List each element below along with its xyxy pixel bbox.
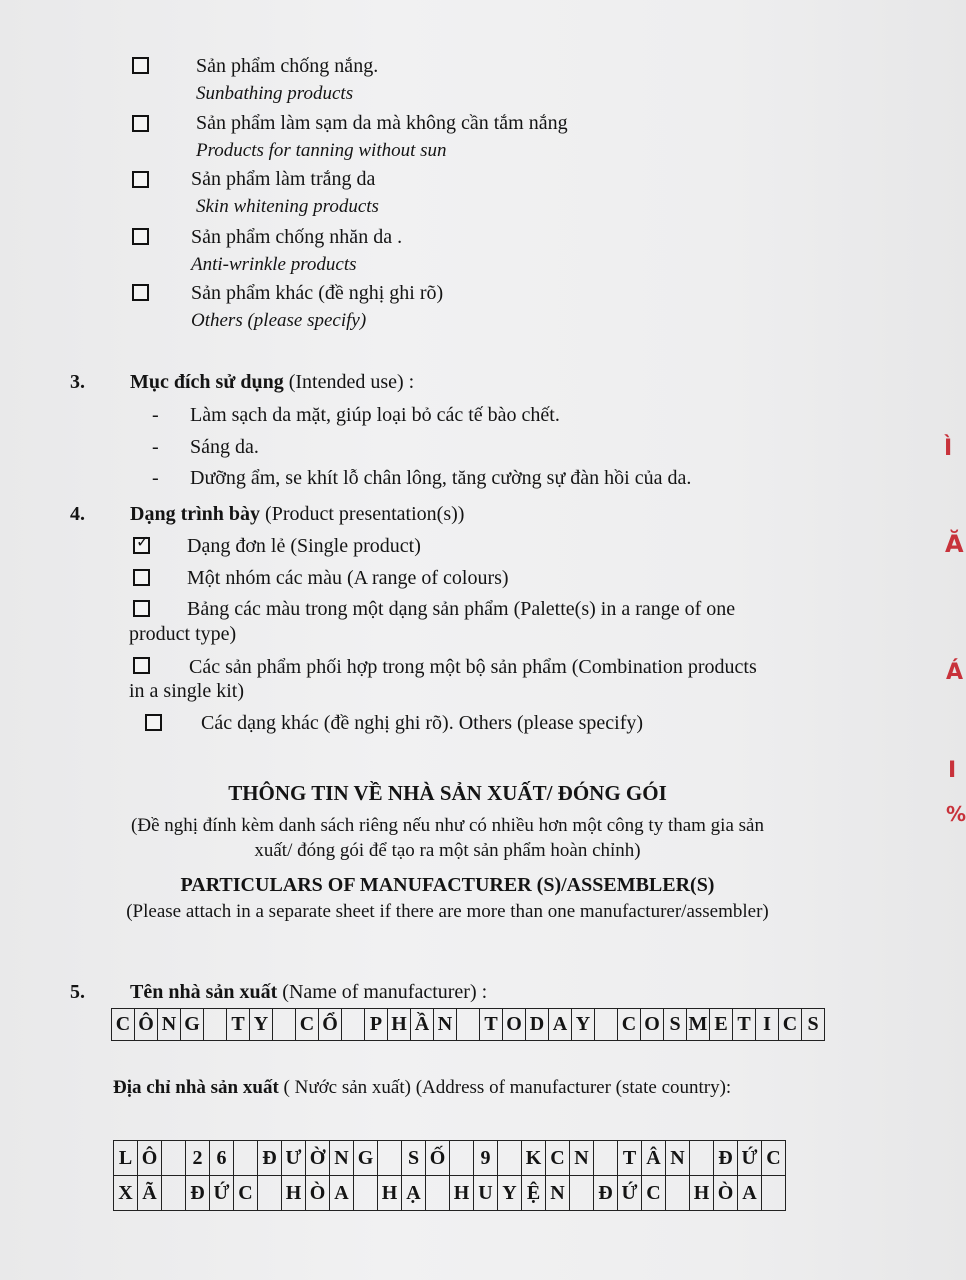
grid-cell[interactable]: Y xyxy=(498,1176,522,1211)
grid-cell[interactable]: O xyxy=(641,1009,664,1041)
checkbox-sunbathing[interactable] xyxy=(132,57,149,74)
manufacturer-note-en: (Please attach in a separate sheet if there are more than one manufacturer/assembler) xyxy=(126,901,769,922)
grid-cell[interactable]: Ò xyxy=(714,1176,738,1211)
grid-cell[interactable]: H xyxy=(282,1176,306,1211)
grid-cell[interactable] xyxy=(258,1176,282,1211)
grid-cell[interactable]: T xyxy=(227,1009,250,1041)
grid-cell[interactable]: I xyxy=(756,1009,779,1041)
grid-cell[interactable]: Ã xyxy=(138,1176,162,1211)
grid-cell[interactable] xyxy=(457,1009,480,1041)
grid-cell[interactable]: Ệ xyxy=(522,1176,546,1211)
grid-cell[interactable]: S xyxy=(402,1141,426,1176)
grid-cell[interactable]: G xyxy=(354,1141,378,1176)
heading-en: (Name of manufacturer) : xyxy=(277,981,488,1003)
grid-cell[interactable]: Ứ xyxy=(210,1176,234,1211)
product-type-en: Anti-wrinkle products xyxy=(191,254,357,275)
grid-cell[interactable]: C xyxy=(296,1009,319,1041)
grid-cell[interactable]: Y xyxy=(572,1009,595,1041)
section-number: 4. xyxy=(70,503,85,525)
grid-cell[interactable]: P xyxy=(365,1009,388,1041)
grid-cell[interactable] xyxy=(162,1176,186,1211)
grid-cell[interactable]: C xyxy=(642,1176,666,1211)
grid-cell[interactable] xyxy=(594,1141,618,1176)
grid-cell[interactable]: N xyxy=(330,1141,354,1176)
product-type-en: Others (please specify) xyxy=(191,310,367,331)
grid-cell[interactable]: N xyxy=(666,1141,690,1176)
grid-cell[interactable]: N xyxy=(434,1009,457,1041)
product-type-en: Products for tanning without sun xyxy=(196,140,447,161)
checkbox-other-forms[interactable] xyxy=(145,714,162,731)
grid-cell[interactable]: T xyxy=(618,1141,642,1176)
grid-cell[interactable] xyxy=(666,1176,690,1211)
address-label-en: ( Nước sản xuất) (Address of manufacturer (state country): xyxy=(278,1077,732,1098)
heading-en: (Intended use) : xyxy=(283,371,415,393)
grid-cell[interactable] xyxy=(378,1141,402,1176)
grid-cell[interactable]: D xyxy=(526,1009,549,1041)
grid-cell[interactable]: C xyxy=(546,1141,570,1176)
stamp-glyph: Ă xyxy=(945,530,964,558)
address-label-vi: Địa chỉ nhà sản xuất xyxy=(113,1077,279,1098)
grid-cell[interactable]: Đ xyxy=(186,1176,210,1211)
manufacturer-note-vi: (Đề nghị đính kèm danh sách riêng nếu như có nhiều hơn một công ty tham gia sản xyxy=(131,815,764,836)
grid-cell[interactable]: Đ xyxy=(258,1141,282,1176)
intended-use-item: Làm sạch da mặt, giúp loại bỏ các tế bào chết. xyxy=(190,404,560,426)
grid-cell[interactable]: 9 xyxy=(474,1141,498,1176)
grid-cell[interactable]: Ò xyxy=(306,1176,330,1211)
heading-en: (Product presentation(s)) xyxy=(260,503,465,525)
grid-cell[interactable] xyxy=(234,1141,258,1176)
section-number: 5. xyxy=(70,981,85,1003)
grid-cell[interactable] xyxy=(450,1141,474,1176)
grid-cell[interactable]: L xyxy=(114,1141,138,1176)
grid-cell[interactable] xyxy=(273,1009,296,1041)
grid-cell[interactable]: S xyxy=(664,1009,687,1041)
grid-cell[interactable]: Ạ xyxy=(402,1176,426,1211)
manufacturer-title-en: PARTICULARS OF MANUFACTURER (S)/ASSEMBLER(S) xyxy=(180,874,715,896)
grid-cell[interactable]: C xyxy=(762,1141,786,1176)
grid-cell[interactable]: K xyxy=(522,1141,546,1176)
grid-cell[interactable]: G xyxy=(181,1009,204,1041)
checkbox-others[interactable] xyxy=(132,284,149,301)
stamp-glyph: I xyxy=(948,758,957,783)
product-type-en: Skin whitening products xyxy=(196,196,379,217)
grid-cell[interactable]: O xyxy=(503,1009,526,1041)
grid-cell[interactable]: Ầ xyxy=(411,1009,434,1041)
heading-vi: Mục đích sử dụng xyxy=(130,371,284,393)
product-type-vi: Sản phẩm làm trắng da xyxy=(191,168,376,190)
grid-cell[interactable]: A xyxy=(549,1009,572,1041)
grid-cell[interactable]: E xyxy=(710,1009,733,1041)
checkbox-whitening[interactable] xyxy=(132,171,149,188)
manufacturer-title-vi: THÔNG TIN VỀ NHÀ SẢN XUẤT/ ĐÓNG GÓI xyxy=(228,781,667,805)
grid-cell[interactable] xyxy=(498,1141,522,1176)
grid-cell[interactable]: H xyxy=(388,1009,411,1041)
presentation-option: Bảng các màu trong một dạng sản phẩm (Palette(s) in a range of one xyxy=(187,598,736,620)
intended-use-item: Dưỡng ẩm, se khít lỗ chân lông, tăng cường sự đàn hồi của da. xyxy=(190,467,692,489)
grid-cell[interactable]: T xyxy=(733,1009,756,1041)
grid-cell[interactable]: X xyxy=(114,1176,138,1211)
presentation-option: Các sản phẩm phối hợp trong một bộ sản phẩm (Combination products xyxy=(189,656,757,678)
heading-vi: Dạng trình bày xyxy=(130,503,261,525)
grid-cell[interactable] xyxy=(354,1176,378,1211)
grid-cell[interactable]: M xyxy=(687,1009,710,1041)
checkmark-icon: ✓ xyxy=(136,532,150,551)
bullet-dash: - xyxy=(152,404,159,426)
grid-cell[interactable]: H xyxy=(450,1176,474,1211)
bullet-dash: - xyxy=(152,436,159,458)
grid-cell[interactable]: U xyxy=(474,1176,498,1211)
grid-cell[interactable]: N xyxy=(570,1141,594,1176)
grid-cell[interactable] xyxy=(342,1009,365,1041)
checkbox-single-product[interactable] xyxy=(133,532,150,554)
checkbox-range-of-colours[interactable] xyxy=(133,569,150,586)
grid-cell[interactable] xyxy=(426,1176,450,1211)
checkbox-anti-wrinkle[interactable] xyxy=(132,228,149,245)
stamp-glyph: Ì xyxy=(944,436,953,461)
grid-cell[interactable] xyxy=(762,1176,786,1211)
grid-cell[interactable] xyxy=(204,1009,227,1041)
manufacturer-address-grid[interactable] xyxy=(113,1140,786,1211)
presentation-option: Các dạng khác (đề nghị ghi rõ). Others (please specify) xyxy=(201,712,644,734)
grid-cell[interactable]: 2 xyxy=(186,1141,210,1176)
grid-cell[interactable]: S xyxy=(802,1009,825,1041)
grid-cell[interactable]: Ư xyxy=(282,1141,306,1176)
presentation-option: Một nhóm các màu (A range of colours) xyxy=(187,567,509,589)
product-type-vi: Sản phẩm chống nhăn da . xyxy=(191,226,403,248)
checkbox-combination[interactable] xyxy=(133,657,150,674)
stamp-glyph: Á xyxy=(946,660,964,685)
section-number: 3. xyxy=(70,371,85,393)
grid-cell[interactable]: Â xyxy=(642,1141,666,1176)
presentation-option-cont: in a single kit) xyxy=(129,680,244,702)
grid-cell[interactable]: Ô xyxy=(135,1009,158,1041)
product-type-vi: Sản phẩm chống nắng. xyxy=(196,55,379,77)
grid-cell[interactable]: Y xyxy=(250,1009,273,1041)
address-heading xyxy=(113,1077,731,1099)
product-type-vi: Sản phẩm làm sạm da mà không cần tắm nắng xyxy=(196,112,568,134)
grid-cell[interactable]: Đ xyxy=(594,1176,618,1211)
grid-cell[interactable]: Ờ xyxy=(306,1141,330,1176)
grid-cell[interactable]: Ứ xyxy=(738,1141,762,1176)
checkbox-tanning[interactable] xyxy=(132,115,149,132)
grid-cell[interactable] xyxy=(162,1141,186,1176)
grid-cell[interactable] xyxy=(570,1176,594,1211)
manufacturer-name-grid[interactable] xyxy=(111,1008,825,1041)
grid-cell[interactable]: N xyxy=(546,1176,570,1211)
grid-cell[interactable]: A xyxy=(330,1176,354,1211)
checkbox-palette[interactable] xyxy=(133,600,150,617)
bullet-dash: - xyxy=(152,467,159,489)
product-type-vi: Sản phẩm khác (đề nghị ghi rõ) xyxy=(191,282,444,304)
section-heading xyxy=(130,371,414,394)
grid-cell[interactable]: C xyxy=(112,1009,135,1041)
grid-cell[interactable]: Ô xyxy=(138,1141,162,1176)
grid-cell[interactable] xyxy=(595,1009,618,1041)
stamp-glyph: % xyxy=(946,802,966,826)
presentation-option: Dạng đơn lẻ (Single product) xyxy=(187,535,421,557)
presentation-option-cont: product type) xyxy=(129,623,237,645)
grid-cell[interactable]: Ổ xyxy=(319,1009,342,1041)
grid-cell[interactable]: Đ xyxy=(714,1141,738,1176)
grid-cell[interactable]: H xyxy=(378,1176,402,1211)
grid-cell[interactable]: C xyxy=(618,1009,641,1041)
grid-cell[interactable]: N xyxy=(158,1009,181,1041)
manufacturer-note-vi: xuất/ đóng gói để tạo ra một sản phẩm hoàn chỉnh) xyxy=(254,840,641,861)
grid-cell[interactable]: T xyxy=(480,1009,503,1041)
grid-cell[interactable] xyxy=(690,1141,714,1176)
grid-cell[interactable]: C xyxy=(779,1009,802,1041)
grid-cell[interactable]: 6 xyxy=(210,1141,234,1176)
grid-cell[interactable]: C xyxy=(234,1176,258,1211)
intended-use-item: Sáng da. xyxy=(190,436,259,458)
product-type-en: Sunbathing products xyxy=(196,83,354,104)
grid-cell[interactable]: Ố xyxy=(426,1141,450,1176)
section-heading xyxy=(130,981,487,1004)
section-heading xyxy=(130,503,464,526)
grid-cell[interactable]: A xyxy=(738,1176,762,1211)
grid-cell[interactable]: H xyxy=(690,1176,714,1211)
grid-cell[interactable]: Ứ xyxy=(618,1176,642,1211)
heading-vi: Tên nhà sản xuất xyxy=(130,981,278,1003)
